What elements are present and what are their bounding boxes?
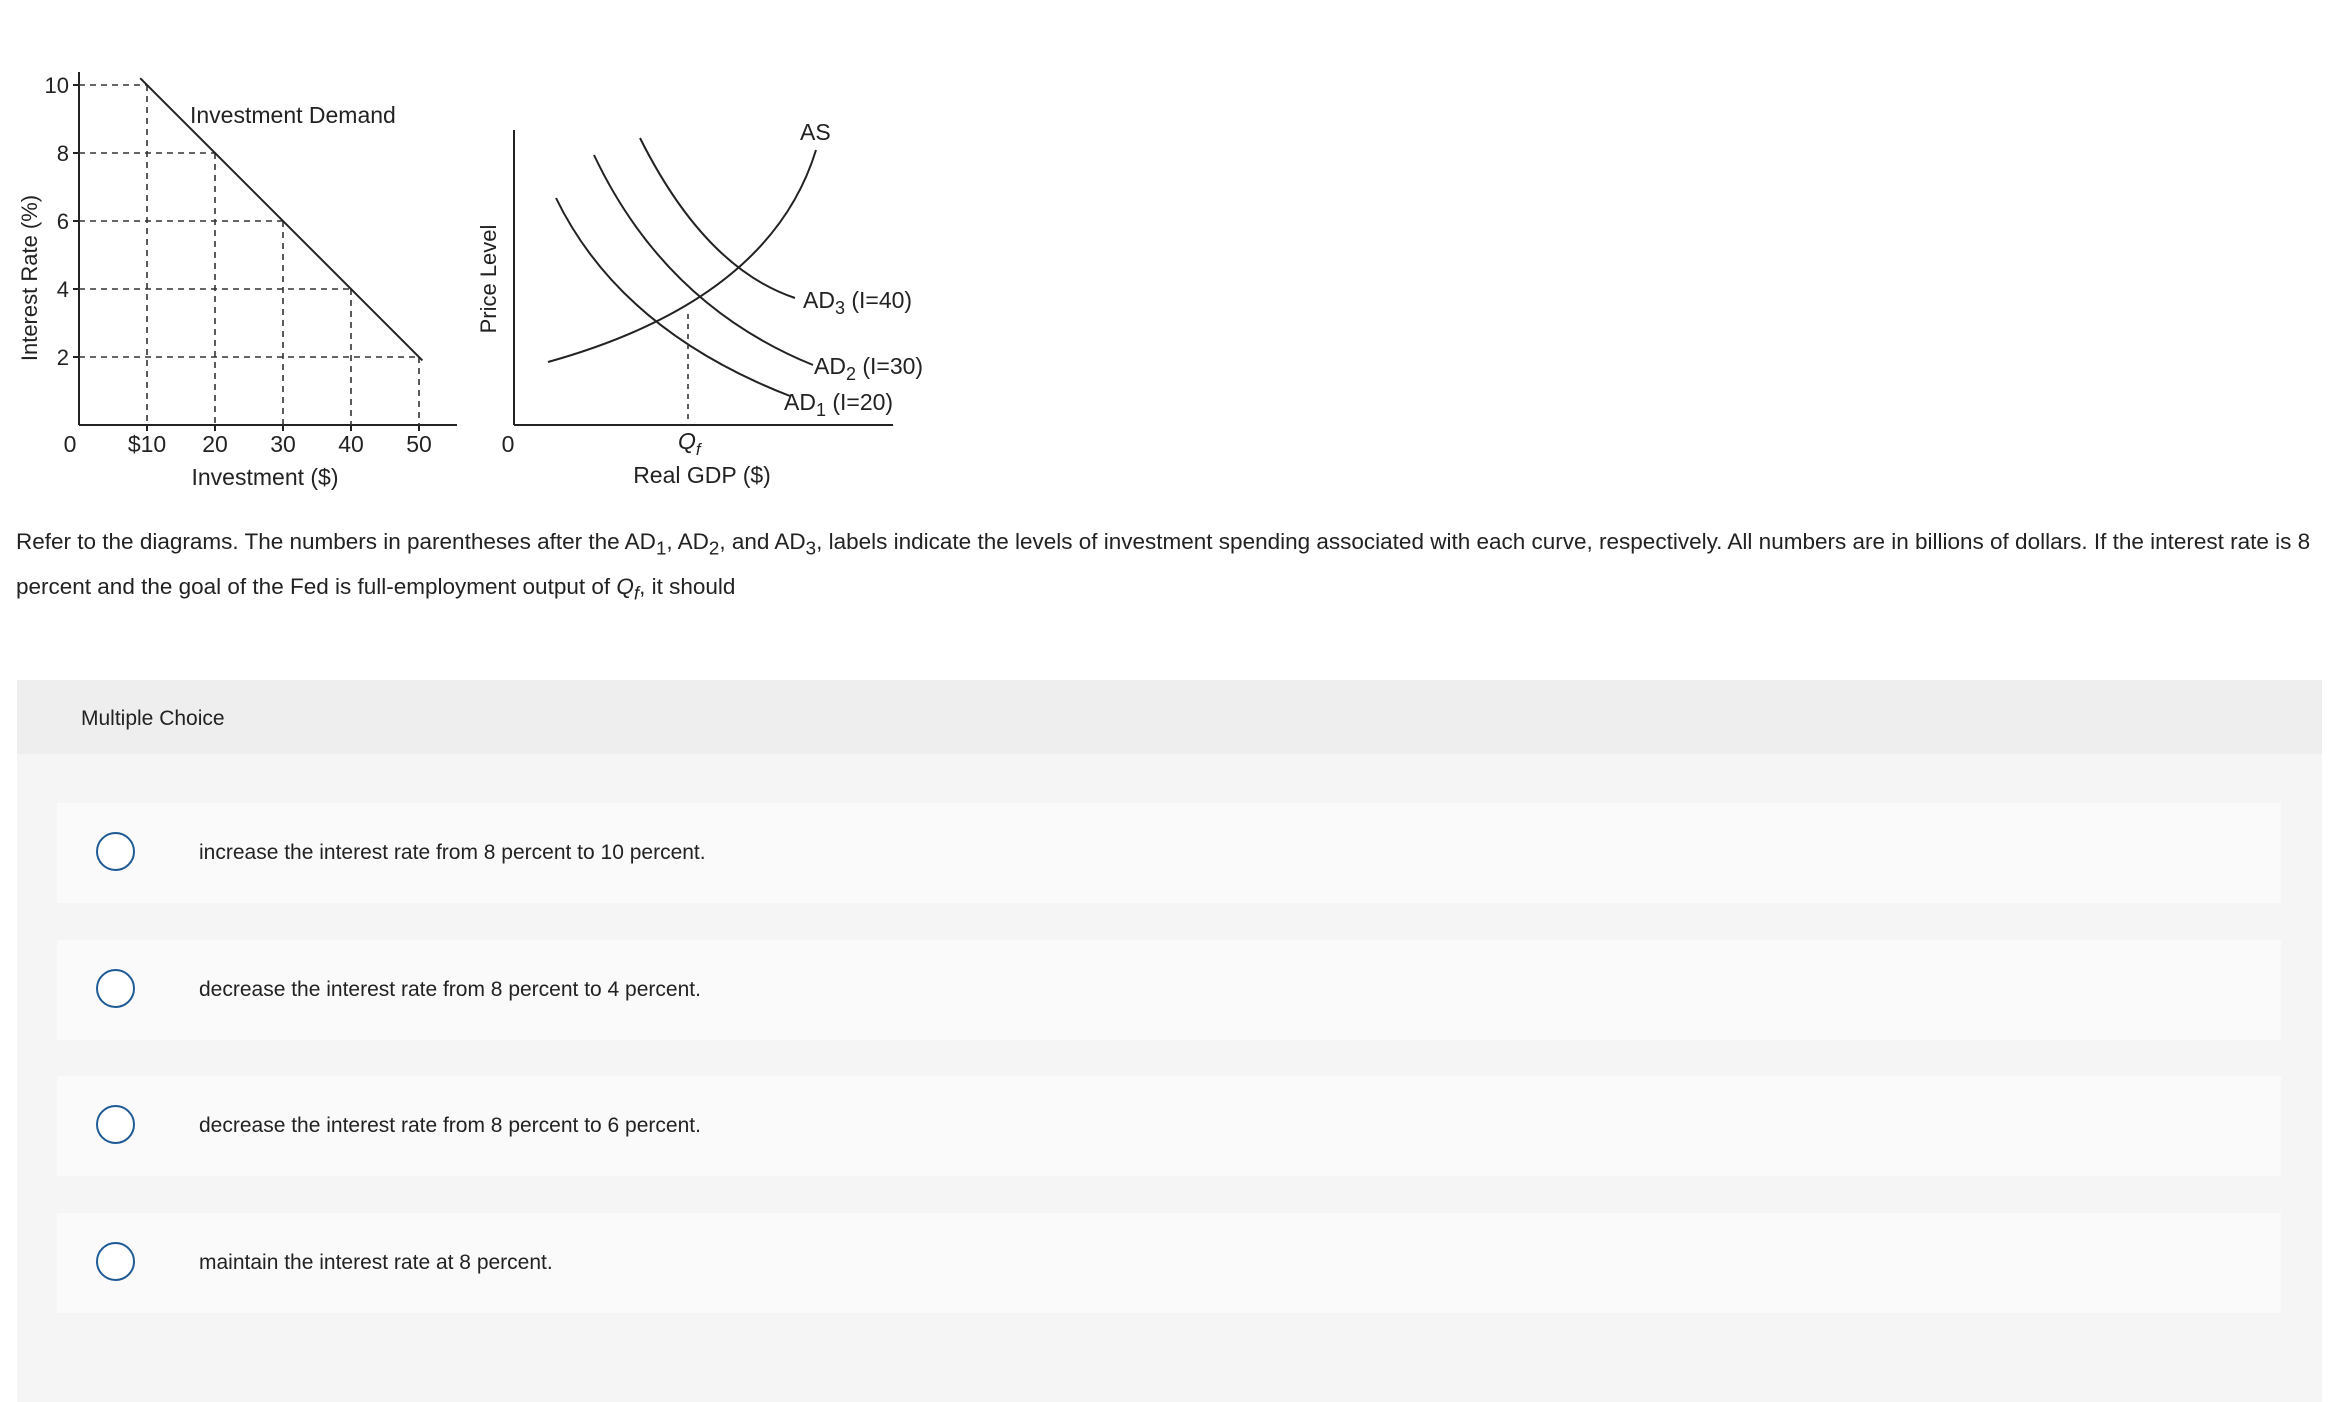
investment-y-axis-label: Interest Rate (%) (17, 194, 42, 362)
investment-tick-marks (73, 85, 419, 431)
ad1-label: $AD_1$ (I=20) (784, 389, 894, 420)
ad-as-x-axis-label: Real GDP ($) (633, 462, 771, 488)
multiple-choice-header (17, 680, 2322, 754)
as-label: AS (800, 119, 831, 145)
investment-x-tick-label: $10 (127, 431, 167, 457)
investment-y-tick-label: 4 (56, 277, 69, 302)
investment-demand-chart (17, 72, 457, 490)
answer-option-4[interactable] (57, 1213, 2281, 1313)
investment-chart-title: Investment Demand (190, 102, 396, 128)
qf-label: $Q_f$ (678, 428, 701, 459)
radio-button-icon[interactable] (96, 1105, 135, 1144)
ad-as-origin-label: 0 (501, 431, 515, 457)
investment-origin-label: 0 (63, 431, 77, 457)
ad3-curve (640, 138, 795, 298)
investment-guide-lines (79, 85, 419, 425)
radio-button-icon[interactable] (96, 969, 135, 1008)
question-text: Refer to the diagrams. The numbers in parentheses after the $AD_1$, $AD_2$, and $AD_3$, labels indicate the levels of investment spending associated with each curve, respectively. All numbers are in billions of dollars. If the interest rate is 8 percent and the goal of the Fed is full-employment output of $Q_f$, it should (16, 529, 2311, 603)
economics-figure (0, 0, 940, 500)
investment-x-tick-label: 40 (338, 431, 364, 457)
answer-option-1[interactable] (57, 803, 2281, 903)
investment-y-tick-label: 2 (56, 345, 69, 370)
radio-button-icon[interactable] (96, 832, 135, 871)
multiple-choice-title: Multiple Choice (81, 707, 225, 730)
investment-x-axis-label: Investment ($) (191, 464, 339, 490)
answer-option-2[interactable] (57, 940, 2281, 1040)
investment-y-tick-label: 10 (44, 73, 69, 98)
multiple-choice-panel (17, 680, 2322, 1402)
ad3-label: $AD_3$ (I=40) (803, 287, 913, 318)
as-curve (548, 150, 816, 362)
ad2-curve (594, 155, 813, 365)
answer-option-3[interactable] (57, 1076, 2281, 1176)
investment-x-tick-labels (128, 431, 432, 457)
investment-y-tick-labels (45, 73, 69, 370)
ad-as-chart (476, 119, 923, 488)
investment-y-tick-label: 6 (56, 209, 69, 234)
answer-option-text: increase the interest rate from 8 percent to 10 percent. (199, 841, 706, 864)
answer-option-text: maintain the interest rate at 8 percent. (199, 1251, 553, 1274)
ad1-curve (556, 198, 790, 396)
investment-y-tick-label: 8 (56, 141, 69, 166)
answer-option-text: decrease the interest rate from 8 percent to 4 percent. (199, 978, 701, 1001)
ad-as-y-axis-label: Price Level (476, 224, 501, 334)
investment-x-tick-label: 20 (202, 431, 228, 457)
radio-button-icon[interactable] (96, 1242, 135, 1281)
investment-x-tick-label: 30 (270, 431, 296, 457)
answer-option-text: decrease the interest rate from 8 percent to 6 percent. (199, 1114, 701, 1137)
ad2-label: $AD_2$ (I=30) (814, 353, 924, 384)
investment-x-tick-label: 50 (406, 431, 432, 457)
